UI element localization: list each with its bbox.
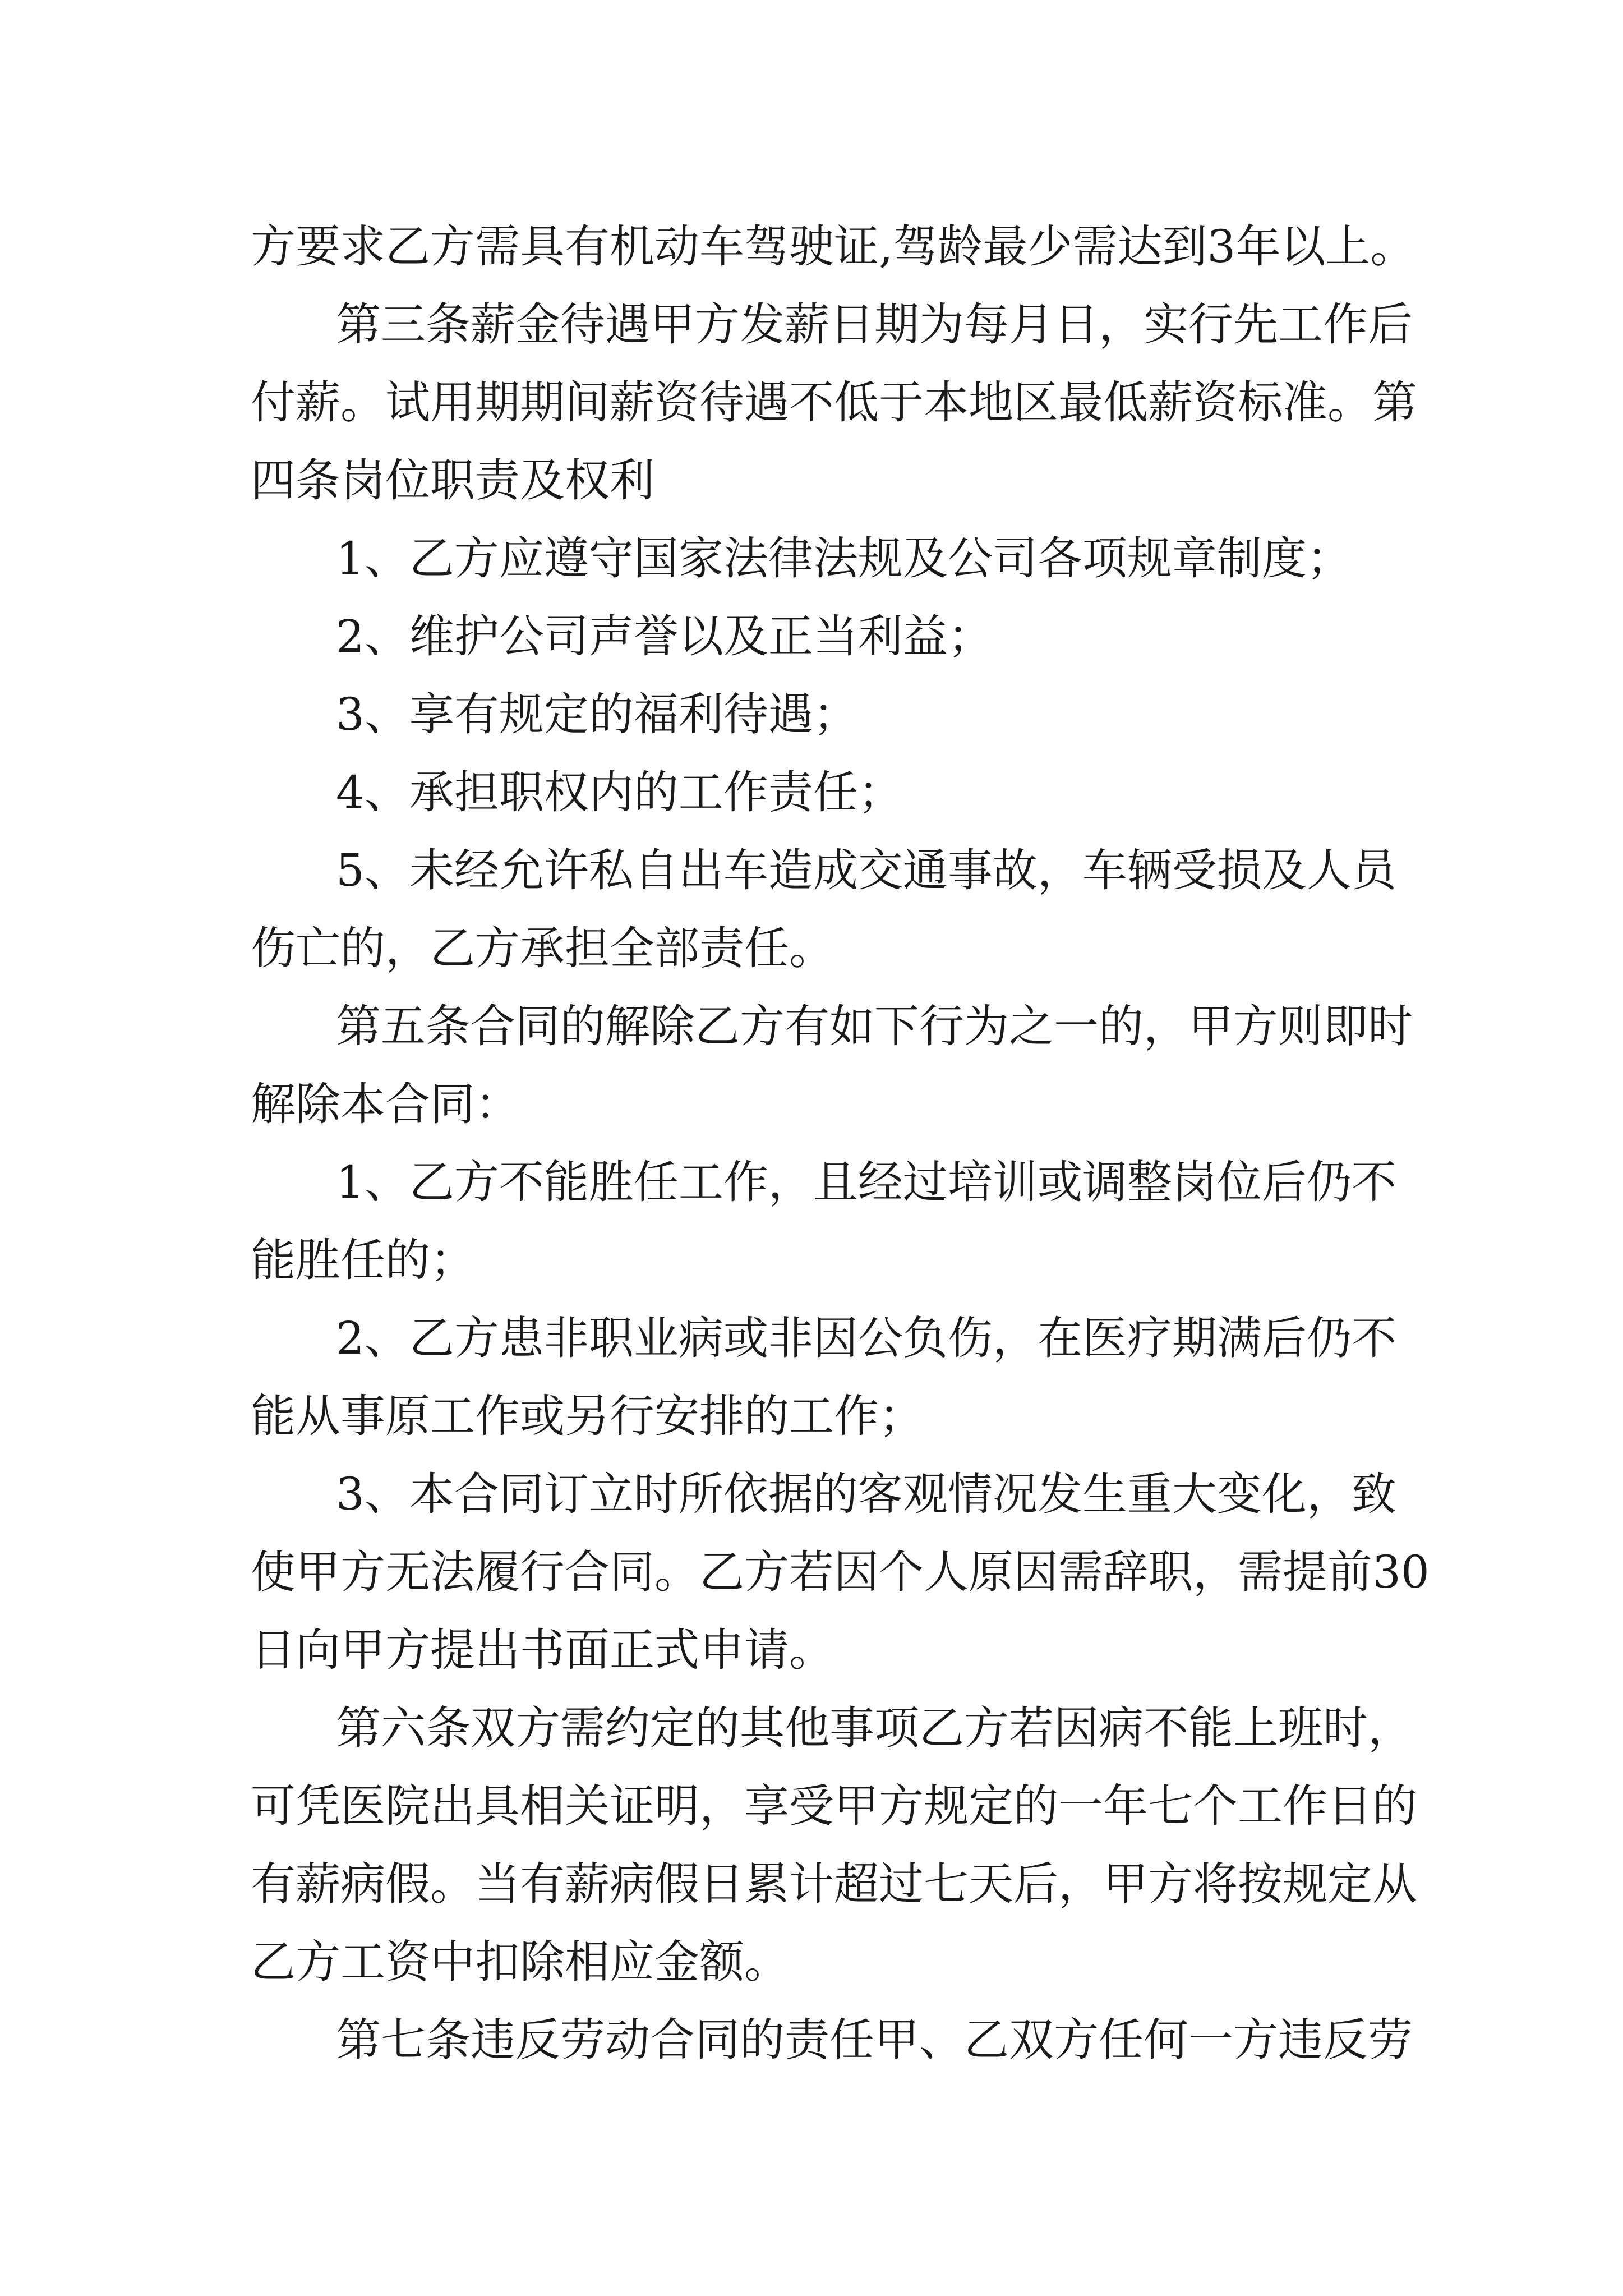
- text-line-18: 使甲方无法履行合同。乙方若因个人原因需辞职，需提前30: [251, 1546, 1430, 1598]
- text-line-9: 5、未经允许私自出车造成交通事故，车辆受损及人员: [336, 844, 1396, 896]
- text-line-22: 有薪病假。当有薪病假日累计超过七天后，甲方将按规定从: [251, 1858, 1417, 1910]
- text-line-13: 1、乙方不能胜任工作，且经过培训或调整岗位后仍不: [336, 1156, 1396, 1208]
- text-line-6: 2、维护公司声誉以及正当利益；: [336, 610, 993, 662]
- text-line-24: 第七条违反劳动合同的责任甲、乙双方任何一方违反劳: [336, 2014, 1413, 2066]
- text-line-23: 乙方工资中扣除相应金额。: [251, 1936, 789, 1988]
- text-line-11: 第五条合同的解除乙方有如下行为之一的，甲方则即时: [336, 1000, 1413, 1052]
- text-line-8: 4、承担职权内的工作责任；: [336, 766, 903, 818]
- text-line-15: 2、乙方患非职业病或非因公负伤，在医疗期满后仍不: [336, 1312, 1396, 1364]
- text-line-7: 3、享有规定的福利待遇；: [336, 688, 858, 740]
- text-line-20: 第六条双方需约定的其他事项乙方若因病不能上班时，: [336, 1702, 1413, 1754]
- text-line-2: 第三条薪金待遇甲方发薪日期为每月日，实行先工作后: [336, 298, 1413, 351]
- text-line-14: 能胜任的；: [251, 1234, 475, 1286]
- text-line-12: 解除本合同：: [251, 1078, 520, 1130]
- text-line-3: 付薪。试用期期间薪资待遇不低于本地区最低薪资标准。第: [251, 376, 1417, 429]
- text-line-21: 可凭医院出具相关证明，享受甲方规定的一年七个工作日的: [251, 1780, 1417, 1832]
- text-line-1: 方要求乙方需具有机动车驾驶证,驾龄最少需达到3年以上。: [251, 220, 1415, 273]
- text-line-5: 1、乙方应遵守国家法律法规及公司各项规章制度；: [336, 532, 1352, 585]
- text-line-4: 四条岗位职责及权利: [251, 454, 654, 507]
- text-line-16: 能从事原工作或另行安排的工作；: [251, 1390, 924, 1442]
- text-line-10: 伤亡的，乙方承担全部责任。: [251, 922, 834, 974]
- text-line-19: 日向甲方提出书面正式申请。: [251, 1624, 834, 1676]
- text-line-17: 3、本合同订立时所依据的客观情况发生重大变化，致: [336, 1468, 1396, 1520]
